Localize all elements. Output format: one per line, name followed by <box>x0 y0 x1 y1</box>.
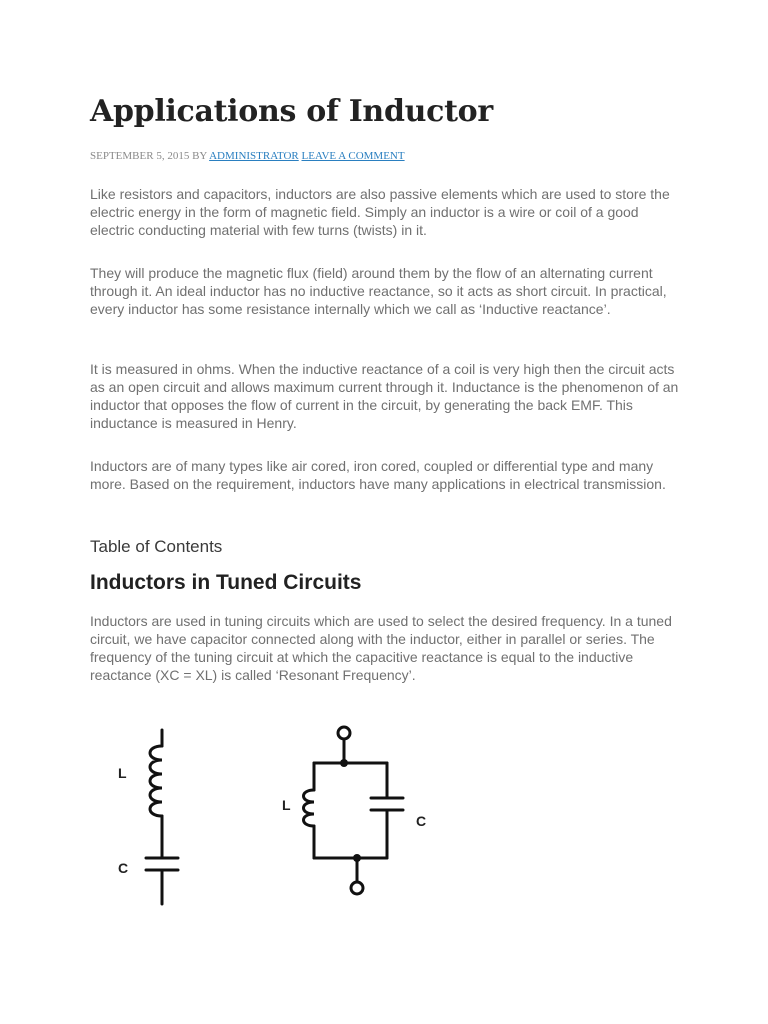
parallel-inductor-label: L <box>282 797 291 813</box>
bottom-junction-dot <box>353 854 361 862</box>
section-paragraph: Inductors are used in tuning circuits which are used to select the desired frequency. In a tuned circuit, we have capacitor connected along with the inductor, either in parallel or series. The frequency of the tuning circuit at which the capacitive reactance is equal to the inductive reactance (XC = XL) is called ‘Resonant Frequency’. <box>90 613 672 683</box>
intro-paragraph-3: It is measured in ohms. When the inductive reactance of a coil is very high then the circuit acts as an open circuit and allows maximum current through it. Inductance is the phenomenon of an inductor that opposes the flow of current in the circuit, by generating the back EMF. This inductance is measured in Henry. <box>90 361 679 431</box>
author-link[interactable]: ADMINISTRATOR <box>209 150 299 162</box>
top-terminal <box>338 727 350 739</box>
series-inductor-coil <box>150 746 162 816</box>
bottom-terminal <box>351 882 363 894</box>
series-capacitor-label: C <box>118 860 129 876</box>
parallel-lc-circuit <box>304 727 404 894</box>
parallel-capacitor-label: C <box>416 813 427 829</box>
intro-paragraph-2: They will produce the magnetic flux (field) around them by the flow of an alternating current through it. An ideal inductor has no inductive reactance, so it acts as short circuit. In practical, every inductor has some resistance internally which we call as ‘Inductive reactance’. <box>90 265 667 317</box>
series-inductor-label: L <box>118 765 127 781</box>
post-date: SEPTEMBER 5, 2015 <box>90 150 190 162</box>
intro-paragraph-4: Inductors are of many types like air cored, iron cored, coupled or differential type and many more. Based on the requirement, inductors have many applications in electrical transmission. <box>90 458 666 492</box>
leave-comment-link[interactable]: LEAVE A COMMENT <box>301 150 405 162</box>
section-heading: Inductors in Tuned Circuits <box>90 571 362 594</box>
parallel-inductor-coil <box>304 790 315 826</box>
page-title: Applications of Inductor <box>90 94 493 129</box>
post-meta <box>90 148 405 164</box>
series-lc-circuit <box>146 730 178 904</box>
table-of-contents-toggle[interactable]: Table of Contents <box>90 537 223 556</box>
intro-paragraph-1: Like resistors and capacitors, inductors are also passive elements which are used to store the electric energy in the form of magnetic field. Simply an inductor is a wire or coil of a good electric conducting material with few turns (twists) in it. <box>90 186 670 238</box>
tuned-circuit-diagram <box>100 718 460 918</box>
top-junction-dot <box>340 759 348 767</box>
post-by: BY <box>192 150 207 162</box>
